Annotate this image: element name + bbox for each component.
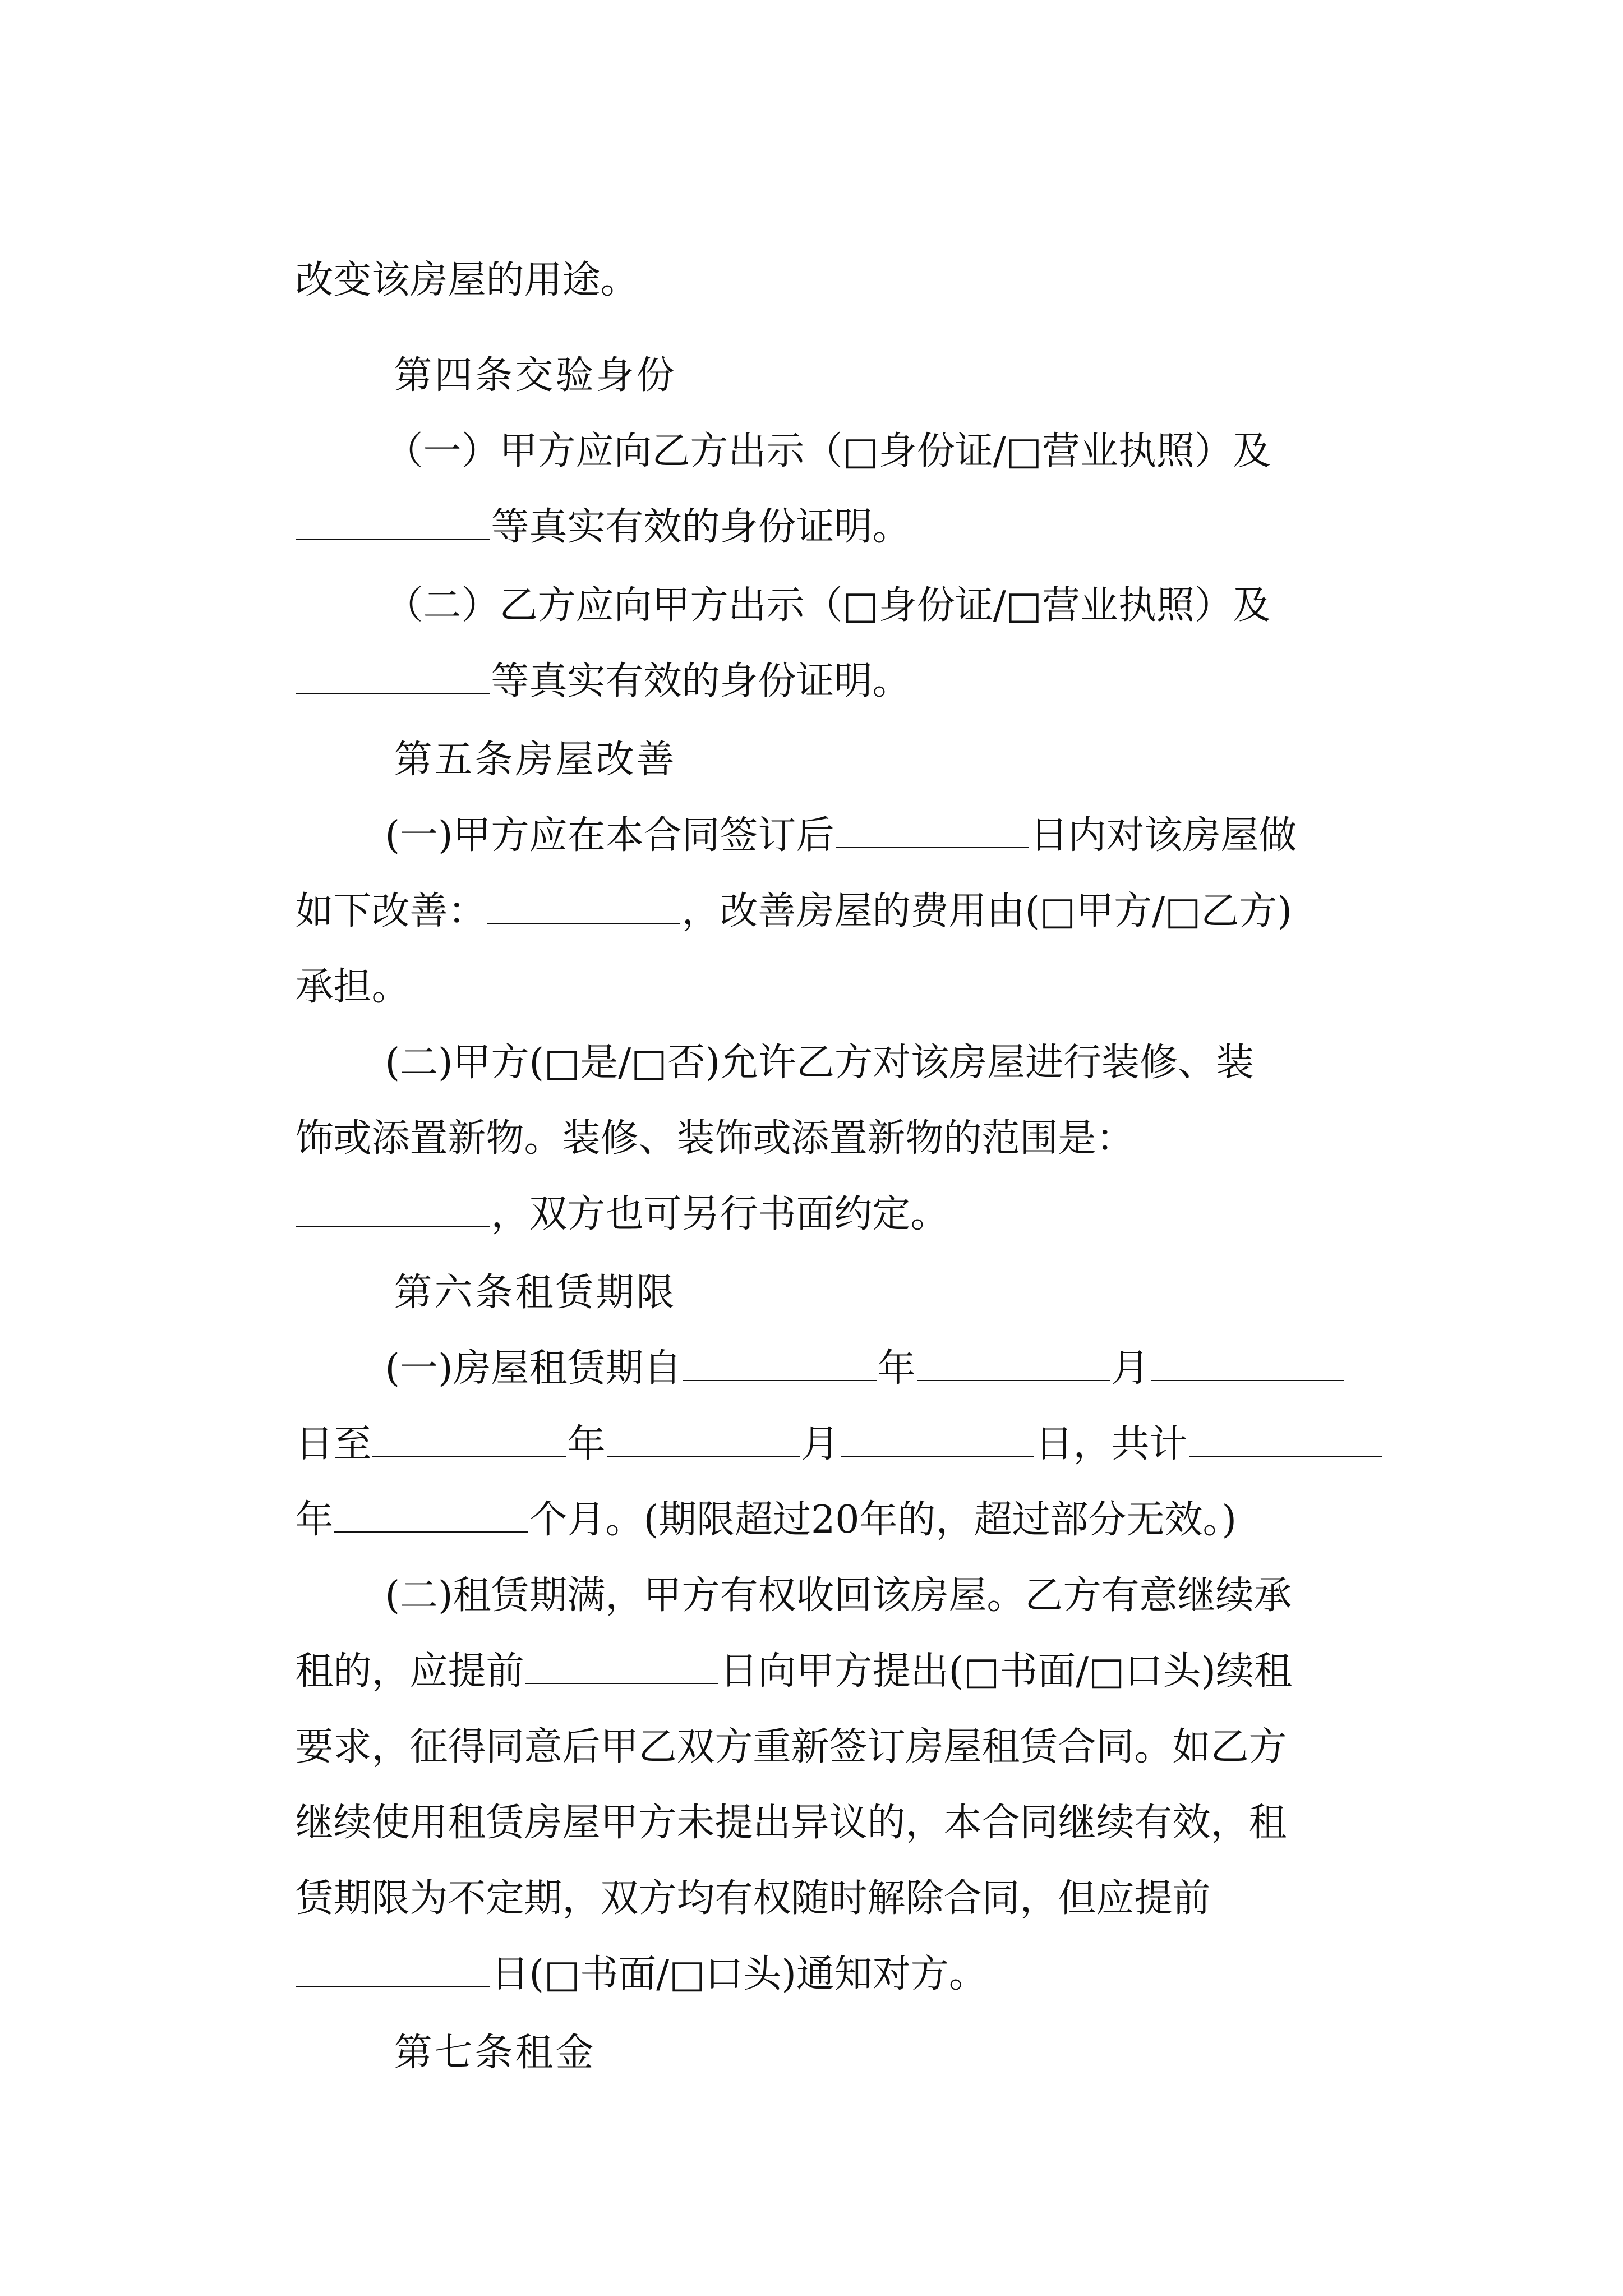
text: 年 [567, 1422, 606, 1466]
text: （二）乙方应向甲方出示（□身份证/□营业执照）及 [385, 583, 1271, 628]
text: (二)租赁期满，甲方有权收回该房屋。乙方有意继续承 [385, 1573, 1292, 1618]
text: 第六条租赁期限 [394, 1271, 677, 1315]
text: 等真实有效的身份证明。 [491, 505, 911, 549]
text: 日内对该房屋做 [1030, 813, 1297, 858]
text: 赁期限为不定期，双方均有权随时解除合同，但应提前 [295, 1876, 1211, 1921]
text: 要求，征得同意后甲乙双方重新签订房屋租赁合同。如乙方 [295, 1725, 1287, 1769]
paragraph-line [247, 1890, 1391, 1996]
paragraph-line [247, 1436, 1391, 1542]
text: 等真实有效的身份证明。 [491, 659, 911, 703]
paragraph-line [336, 367, 1391, 473]
text: ，改善房屋的费用由(□甲方/□乙方) [681, 889, 1292, 933]
paragraph-line [247, 196, 1391, 302]
paragraph-line [247, 443, 1391, 549]
text: 月 [1111, 1346, 1150, 1391]
text: 租的，应提前 [295, 1649, 524, 1694]
text: 改变该房屋的用途。 [295, 258, 639, 302]
paragraph-line [247, 1588, 1391, 1694]
paragraph-line [336, 1285, 1391, 1391]
text: 承担。 [295, 965, 410, 1009]
paragraph-line [336, 1512, 1391, 1618]
section-heading-article-4 [336, 292, 1391, 398]
text: ，双方也可另行书面约定。 [491, 1192, 949, 1236]
text: 年 [877, 1346, 916, 1391]
section-heading-article-5 [336, 676, 1391, 782]
text: (二)甲方(□是/□否)允许乙方对该房屋进行装修、装 [385, 1041, 1254, 1085]
text: 饰或添置新物。装修、装饰或添置新物的范围是： [295, 1116, 1135, 1161]
paragraph-line [336, 979, 1391, 1085]
text: 第七条租金 [394, 2031, 596, 2075]
paragraph-line [247, 1815, 1391, 1921]
text: 日至 [295, 1422, 372, 1466]
paragraph-line [247, 1663, 1391, 1769]
text: 第五条房屋改善 [394, 738, 677, 782]
paragraph-line [247, 1055, 1391, 1161]
paragraph-line [336, 752, 1391, 858]
text: 日向甲方提出(□书面/□口头)续租 [720, 1649, 1292, 1694]
text: （一）甲方应向乙方出示（□身份证/□营业执照）及 [385, 429, 1271, 473]
paragraph-line [247, 1360, 1391, 1466]
text: 月 [801, 1422, 840, 1466]
text: 个月。(期限超过20年的，超过部分无效。) [529, 1498, 1237, 1542]
text: 年 [295, 1498, 334, 1542]
text: (一)甲方应在本合同签订后 [385, 813, 834, 858]
paragraph-line [247, 903, 1391, 1009]
paragraph-line [247, 1130, 1391, 1236]
text: 如下改善： [295, 889, 486, 933]
text: 日(□书面/□口头)通知对方。 [491, 1952, 987, 1996]
paragraph-line [247, 1739, 1391, 1845]
text: (一)房屋租赁期自 [385, 1346, 682, 1391]
section-heading-article-6 [336, 1209, 1391, 1315]
paragraph-line [247, 597, 1391, 703]
text: 日，共计 [1035, 1422, 1188, 1466]
text: 第四条交验身份 [394, 353, 677, 398]
text: 继续使用租赁房屋甲方未提出异议的，本合同继续有效，租 [295, 1801, 1287, 1845]
paragraph-line [336, 522, 1391, 628]
paragraph-line [247, 827, 1391, 933]
section-heading-article-7 [336, 1969, 1391, 2075]
